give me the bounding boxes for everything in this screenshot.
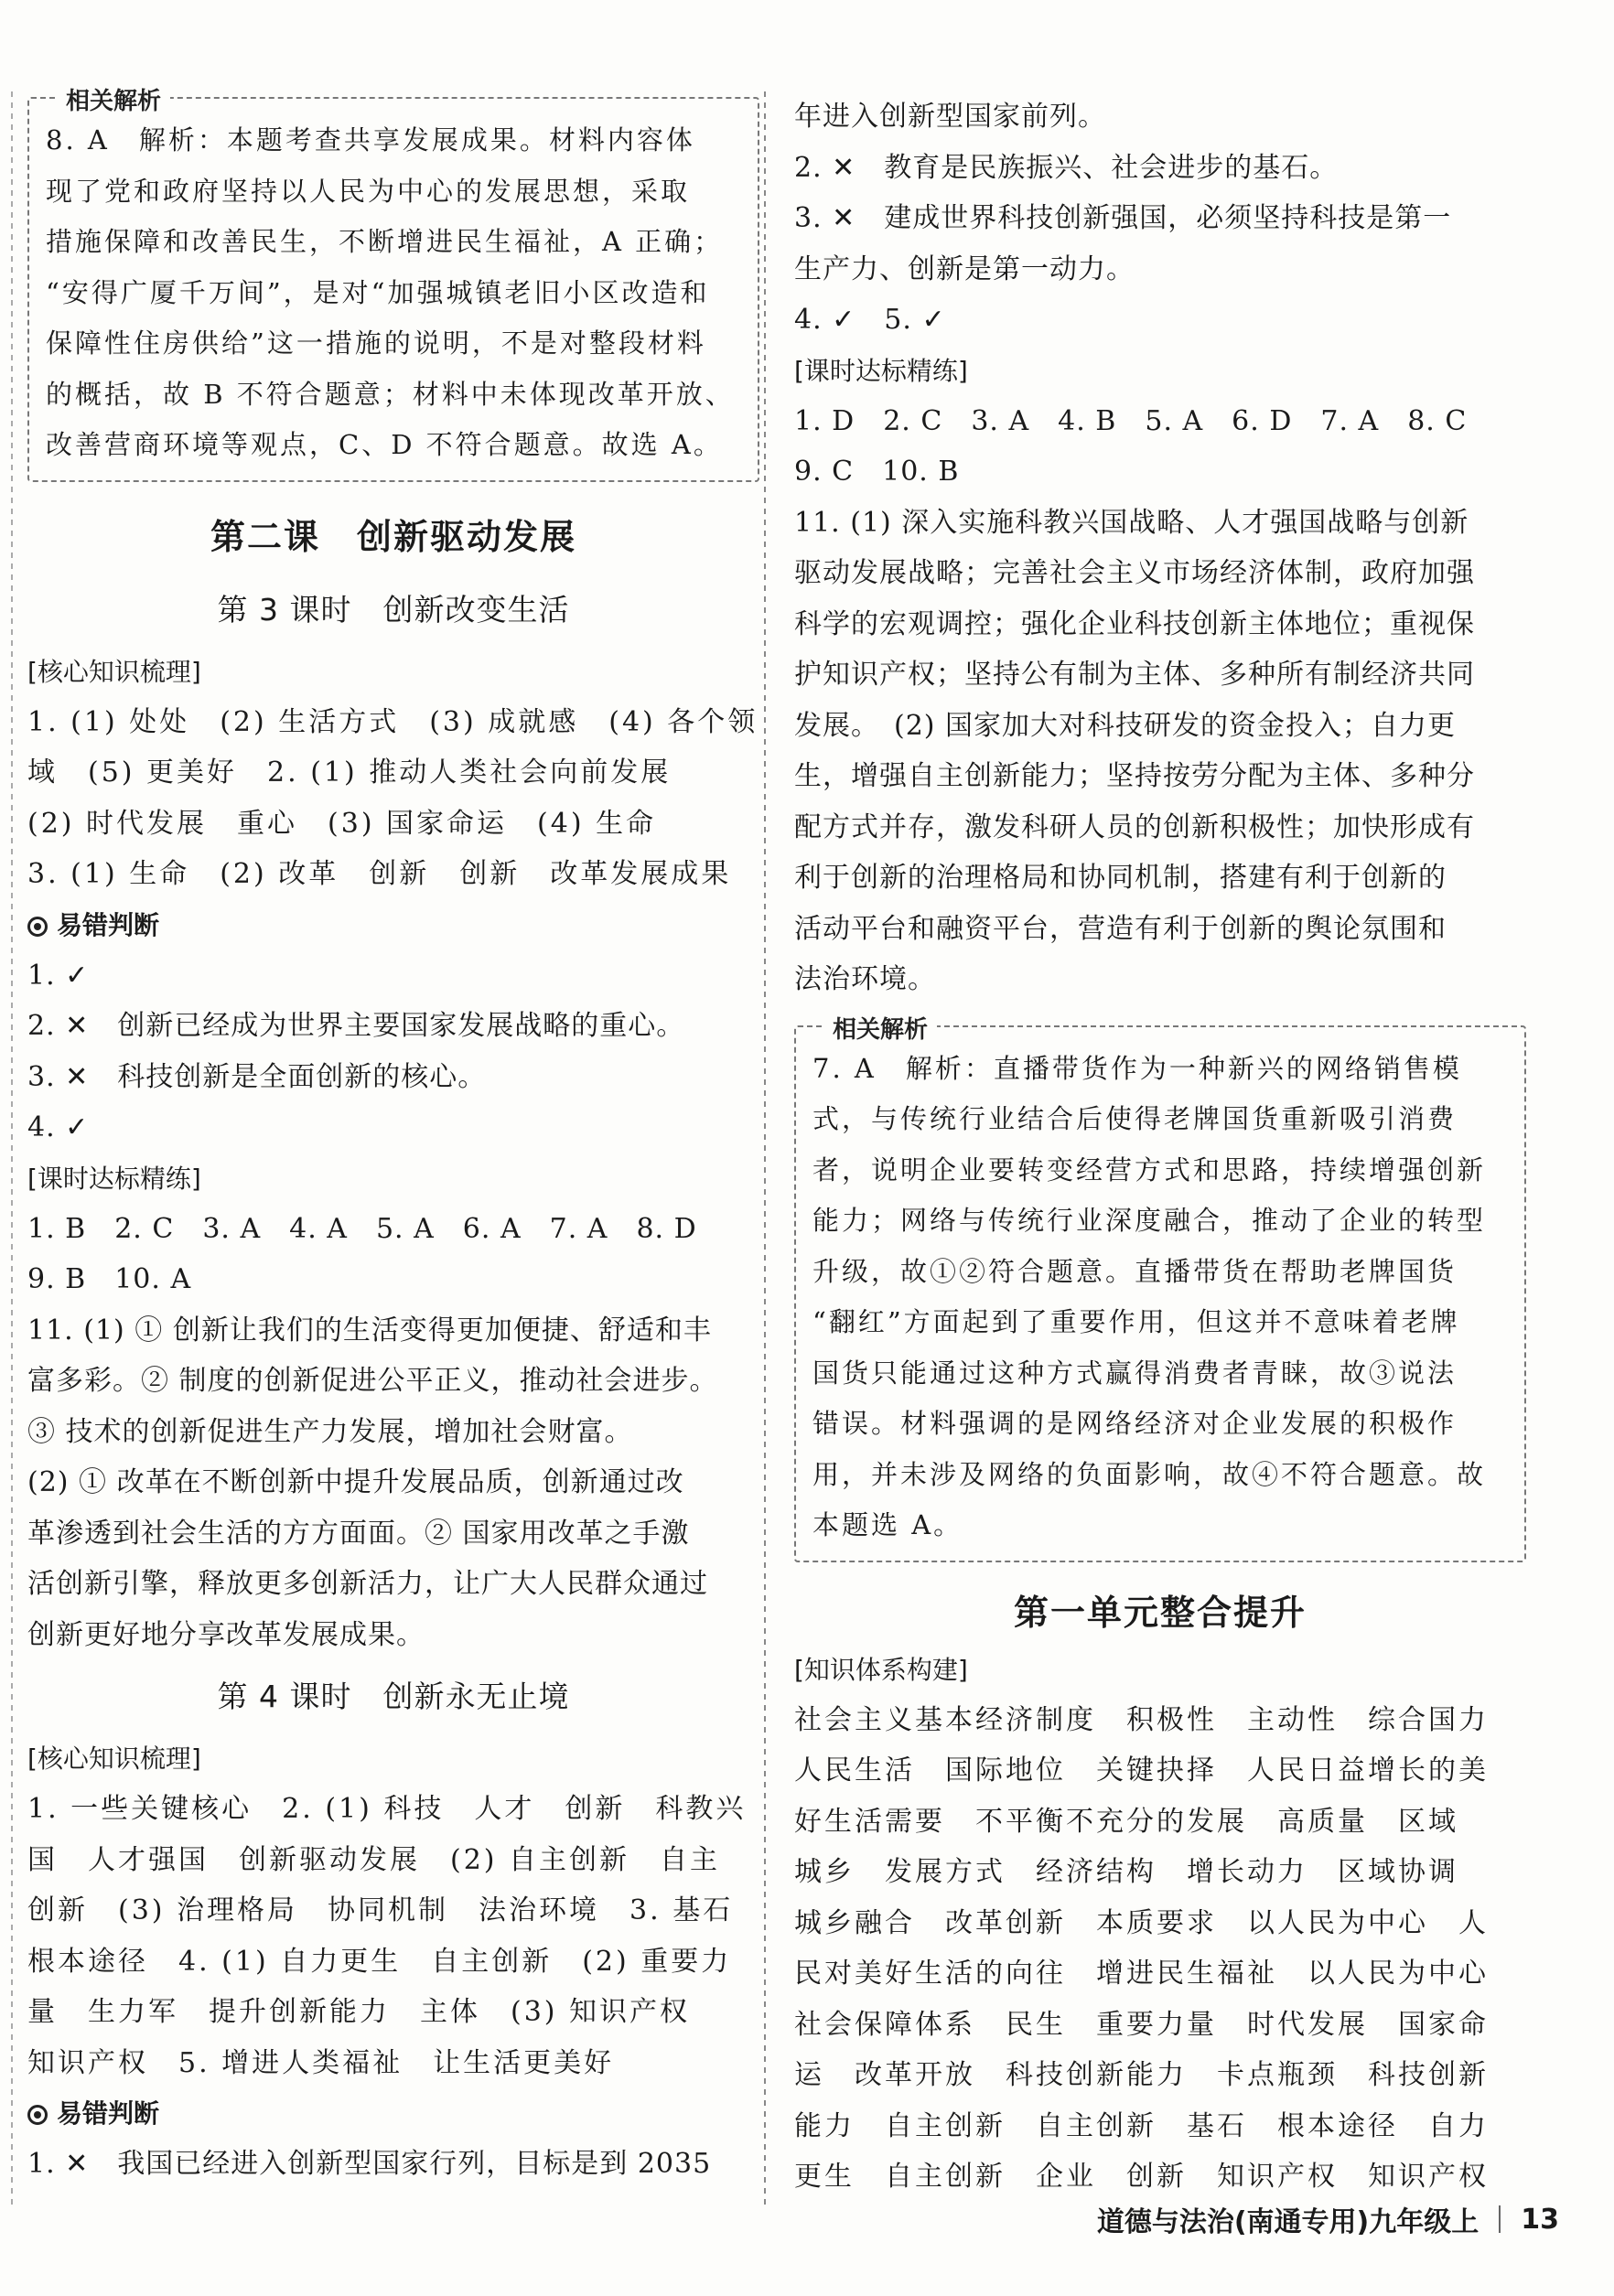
text-line: 1. (1) 处处 (2) 生活方式 (3) 成就感 (4) 各个领 xyxy=(27,705,759,738)
text-line: 城乡融合 改革创新 本质要求 以人民为中心 人 xyxy=(794,1906,1489,1939)
text-line: 1. ✕ 我国已经进入创新型国家行列，目标是到 2035 xyxy=(27,2148,712,2180)
text-line: 民对美好生活的向往 增进民生福祉 以人民为中心 xyxy=(794,1958,1489,1990)
page-number: 13 xyxy=(1521,2203,1559,2236)
text-line: 式，与传统行业结合后使得老牌国货重新吸引消费 xyxy=(812,1103,1458,1134)
mistake-label: 易错判断 xyxy=(27,900,759,950)
text-line: 2. ✕ 创新已经成为世界主要国家发展战略的重心。 xyxy=(27,1010,685,1042)
practice-lines xyxy=(27,1204,759,1661)
core-knowledge-lines xyxy=(27,697,759,900)
lesson-subtitle: 第 4 课时 创新永无止境 xyxy=(217,1679,570,1714)
section-label: [知识体系构建] xyxy=(794,1654,968,1685)
text-line: 现了党和政府坚持以人民为中心的发展思想，采取 xyxy=(46,175,691,207)
text-line: 创新更好地分享改革发展成果。 xyxy=(27,1618,425,1651)
text-line: 1. D 2. C 3. A 4. B 5. A 6. D 7. A 8. C xyxy=(794,404,1468,437)
lesson-title: 第二课 创新驱动发展 xyxy=(210,516,576,557)
text-line: 富多彩。② 制度的创新促进公平正义，推动社会进步。 xyxy=(27,1365,718,1397)
text-line: 年进入创新型国家前列。 xyxy=(794,101,1106,133)
text-line: 配方式并存，激发科研人员的创新积极性；加快形成有 xyxy=(794,810,1475,843)
text-line: 4. ✓ xyxy=(27,1111,90,1143)
text-line: 社会保障体系 民生 重要力量 时代发展 国家命 xyxy=(794,2008,1489,2041)
column-divider xyxy=(764,91,766,2205)
text-line: 能力 自主创新 自主创新 基石 根本途径 自力 xyxy=(794,2109,1489,2142)
text-line: 域 (5) 更美好 2. (1) 推动人类社会向前发展 xyxy=(27,756,672,789)
text-line: 3. ✕ 建成世界科技创新强国，必须坚持科技是第一 xyxy=(794,202,1452,234)
text-line: 活动平台和融资平台，营造有利于创新的舆论氛围和 xyxy=(794,912,1447,945)
text-line: 1. ✓ xyxy=(27,959,90,992)
continued-lines xyxy=(794,91,1526,346)
practice-lines-right xyxy=(794,396,1526,1005)
text-line: 生产力、创新是第一动力。 xyxy=(794,252,1135,285)
section-label: [核心知识梳理] xyxy=(27,1743,201,1774)
text-line: 活创新引擎，释放更多创新活力，让广大人民群众通过 xyxy=(27,1568,708,1600)
text-line: 知识产权 5. 增进人类福祉 让生活更美好 xyxy=(27,2046,615,2079)
text-line: 量 生力军 提升创新能力 主体 (3) 知识产权 xyxy=(27,1996,691,2028)
text-line: 3. (1) 生命 (2) 改革 创新 创新 改革发展成果 xyxy=(27,858,732,890)
text-line: 生，增强自主创新能力；坚持按劳分配为主体、多种分 xyxy=(794,760,1475,792)
text-line: (2) 时代发展 重心 (3) 国家命运 (4) 生命 xyxy=(27,807,657,840)
text-line: 革渗透到社会生活的方方面面。② 国家用改革之手激 xyxy=(27,1517,690,1550)
mistake-lines-2 xyxy=(27,2139,759,2190)
target-icon xyxy=(27,917,48,937)
text-line: 者，说明企业要转变经营方式和思路，持续增强创新 xyxy=(812,1153,1487,1186)
text-line: 运 改革开放 科技创新能力 卡点瓶颈 科技创新 xyxy=(794,2059,1489,2091)
text-line: 1. B 2. C 3. A 4. A 5. A 6. A 7. A 8. D xyxy=(27,1212,697,1245)
text-line: 9. B 10. A xyxy=(27,1263,192,1295)
target-icon xyxy=(27,2105,48,2125)
text-line: 11. (1) 深入实施科教兴国战略、人才强国战略与创新 xyxy=(794,506,1469,539)
text-line: 本题选 A。 xyxy=(812,1509,963,1540)
book-title: 道德与法治(南通专用)九年级上 xyxy=(1096,2206,1480,2238)
text-line: 城乡 发展方式 经济结构 增长动力 区域协调 xyxy=(794,1856,1458,1888)
text-line: 发展。 (2) 国家加大对科技研发的资金投入；自力更 xyxy=(794,709,1457,742)
page-footer xyxy=(1097,2199,1559,2239)
text-line: 1. 一些关键核心 2. (1) 科技 人才 创新 科教兴 xyxy=(27,1793,747,1825)
text-line: “翻红”方面起到了重要作用，但这并不意味着老牌 xyxy=(812,1306,1460,1337)
footer-separator xyxy=(1499,2205,1501,2233)
text-line: 护知识产权；坚持公有制为主体、多种所有制经济共同 xyxy=(794,659,1475,691)
text-line: 创新 (3) 治理格局 协同机制 法治环境 3. 基石 xyxy=(27,1894,734,1926)
section-label: [课时达标精练] xyxy=(27,1163,201,1194)
text-line: 3. ✕ 科技创新是全面创新的核心。 xyxy=(27,1060,487,1093)
text-line: 人民生活 国际地位 关键抉择 人民日益增长的美 xyxy=(794,1754,1489,1786)
analysis-lines xyxy=(812,1044,1508,1551)
text-line: “安得广厦千万间”，是对“加强城镇老旧小区改造和 xyxy=(46,276,710,308)
text-line: ③ 技术的创新促进生产力发展，增加社会财富。 xyxy=(27,1415,633,1448)
analysis-box-1 xyxy=(27,88,759,482)
text-line: 改善营商环境等观点，C、D 不符合题意。故选 A。 xyxy=(46,429,723,460)
text-line: 的概括，故 B 不符合题意；材料中未体现改革开放、 xyxy=(46,378,735,410)
text-line: 驱动发展战略；完善社会主义市场经济体制，政府加强 xyxy=(794,557,1475,589)
text-line: 措施保障和改善民生，不断增进民生福祉，A 正确； xyxy=(46,226,724,257)
text-line: 好生活需要 不平衡不充分的发展 高质量 区域 xyxy=(794,1805,1458,1838)
mistake-label: 易错判断 xyxy=(27,2088,759,2139)
text-line: 国 人才强国 创新驱动发展 (2) 自主创新 自主 xyxy=(27,1843,721,1876)
analysis-lines xyxy=(46,115,741,471)
text-line: 能力；网络与传统行业深度融合，推动了企业的转型 xyxy=(812,1205,1487,1236)
text-line: 升级，故①②符合题意。直播带货在帮助老牌国货 xyxy=(812,1255,1458,1287)
text-line: 用，并未涉及网络的负面影响，故④不符合题意。故 xyxy=(812,1458,1487,1490)
text-line: 国货只能通过这种方式赢得消费者青睐，故③说法 xyxy=(812,1357,1458,1389)
text-line: 利于创新的治理格局和协同机制，搭建有利于创新的 xyxy=(794,862,1447,894)
unit-title: 第一单元整合提升 xyxy=(1013,1592,1307,1633)
left-margin-line xyxy=(11,91,13,2205)
analysis-tag: 相关解析 xyxy=(823,1011,937,1045)
text-line: 4. ✓ 5. ✓ xyxy=(794,304,946,336)
right-column xyxy=(794,91,1526,2203)
knowledge-system-lines xyxy=(794,1695,1526,2203)
lesson-subtitle: 第 3 课时 创新改变生活 xyxy=(217,591,570,628)
mistake-lines xyxy=(27,950,759,1153)
section-label: [课时达标精练] xyxy=(794,355,968,386)
text-line: 根本途径 4. (1) 自力更生 自主创新 (2) 重要力 xyxy=(27,1945,732,1978)
text-line: 9. C 10. B xyxy=(794,456,960,488)
text-line: 保障性住房供给”这一措施的说明，不是对整段材料 xyxy=(46,327,706,359)
core-knowledge-lines-2 xyxy=(27,1784,759,2088)
text-line: 社会主义基本经济制度 积极性 主动性 综合国力 xyxy=(794,1703,1489,1736)
text-line: 2. ✕ 教育是民族振兴、社会进步的基石。 xyxy=(794,151,1339,184)
analysis-tag: 相关解析 xyxy=(57,82,170,116)
text-line: 7. A 解析：直播带货作为一种新兴的网络销售模 xyxy=(812,1052,1462,1084)
left-column xyxy=(27,88,759,2190)
text-line: (2) ① 改革在不断创新中提升发展品质，创新通过改 xyxy=(27,1466,684,1498)
text-line: 8. A 解析：本题考查共享发展成果。材料内容体 xyxy=(46,124,695,156)
text-line: 错误。材料强调的是网络经济对企业发展的积极作 xyxy=(812,1408,1458,1439)
analysis-box-2 xyxy=(794,1015,1526,1562)
section-label: [核心知识梳理] xyxy=(27,656,201,687)
text-line: 11. (1) ① 创新让我们的生活变得更加便捷、舒适和丰 xyxy=(27,1314,712,1346)
text-line: 更生 自主创新 企业 创新 知识产权 知识产权 xyxy=(794,2161,1489,2193)
text-line: 科学的宏观调控；强化企业科技创新主体地位；重视保 xyxy=(794,607,1475,640)
text-line: 法治环境。 xyxy=(794,963,936,995)
